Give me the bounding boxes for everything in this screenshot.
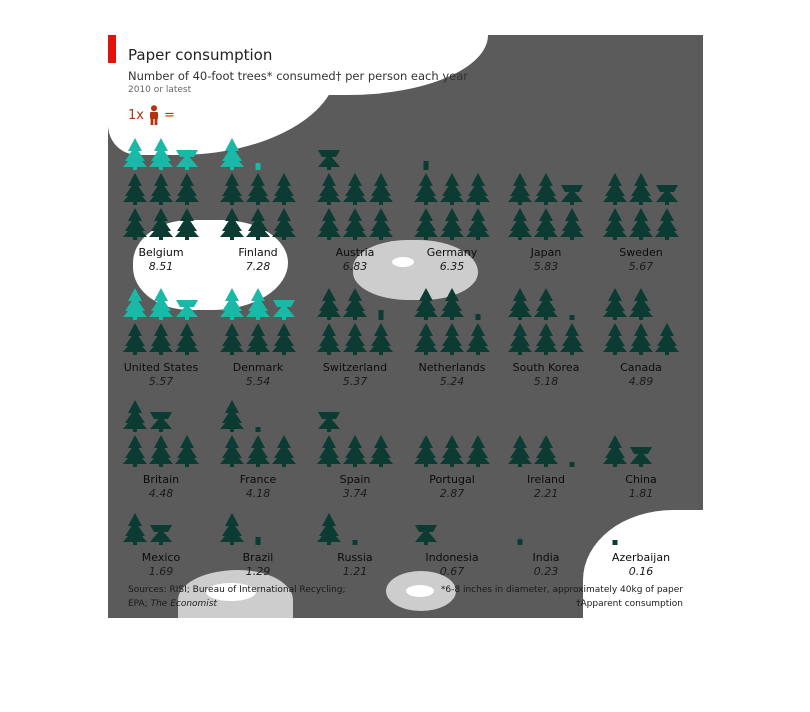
pictogram-finland [220, 138, 296, 240]
tree-icon [440, 208, 464, 240]
tree-icon [246, 173, 270, 205]
chart-note: 2010 or latest [128, 85, 192, 95]
tree-icon [603, 435, 627, 467]
sources-line-2-prefix: EPA; [128, 599, 151, 609]
value-label: 5.83 [533, 260, 559, 273]
tree-icon [317, 173, 341, 205]
pictogram-russia [317, 513, 358, 545]
sources-line-1: Sources: RISI; Bureau of International Recycling; [128, 585, 346, 595]
country-label: Spain [339, 473, 371, 486]
pictogram-azerbaijan [613, 540, 618, 545]
tree-icon [534, 208, 558, 240]
tree-icon [123, 208, 147, 240]
tree-icon [123, 323, 147, 355]
tree-icon [603, 323, 627, 355]
legend-suffix: = [163, 107, 175, 123]
person-icon [148, 105, 160, 125]
country-label: Germany [426, 246, 478, 259]
tree-icon [318, 150, 340, 170]
tree-icon [246, 323, 270, 355]
tree-icon [414, 173, 438, 205]
value-label: 7.28 [245, 260, 271, 273]
pictogram-netherlands [414, 288, 490, 355]
tree-icon [440, 323, 464, 355]
value-label: 1.29 [245, 565, 271, 578]
tree-icon [318, 412, 340, 432]
pictogram-germany [414, 161, 490, 240]
value-label: 5.54 [245, 375, 271, 388]
country-label: Portugal [429, 473, 475, 486]
tree-icon [508, 208, 532, 240]
tree-icon [149, 288, 173, 320]
legend-prefix: 1x [128, 107, 144, 123]
pictogram-south-korea [508, 288, 584, 355]
tree-icon [123, 513, 147, 545]
tree-icon [369, 435, 393, 467]
tree-icon [246, 208, 270, 240]
value-label: 1.21 [342, 565, 368, 578]
country-label: Austria [335, 246, 375, 259]
country-label: Indonesia [425, 551, 479, 564]
pictogram-united-states [123, 288, 199, 355]
value-label: 5.18 [533, 375, 559, 388]
pictogram-spain [317, 412, 393, 467]
country-label: Denmark [232, 361, 284, 374]
tree-icon [123, 288, 147, 320]
tree-icon [414, 288, 438, 320]
pictogram-france [220, 400, 296, 467]
country-label: Brazil [242, 551, 274, 564]
tree-icon [630, 447, 652, 467]
tree-icon [508, 173, 532, 205]
value-label: 6.35 [439, 260, 465, 273]
tree-icon [629, 323, 653, 355]
tree-icon [176, 150, 198, 170]
country-label: Switzerland [322, 361, 388, 374]
tree-icon [466, 173, 490, 205]
tree-icon [175, 435, 199, 467]
tree-icon [414, 208, 438, 240]
value-label: 6.83 [342, 260, 368, 273]
tree-icon [317, 288, 341, 320]
tree-icon [123, 173, 147, 205]
pictogram-belgium [123, 138, 199, 240]
value-label: 0.67 [439, 565, 465, 578]
tree-icon [220, 208, 244, 240]
tree-icon [440, 173, 464, 205]
tree-icon [149, 173, 173, 205]
country-label: Sweden [619, 246, 663, 259]
value-label: 1.69 [148, 565, 174, 578]
tree-icon [343, 173, 367, 205]
value-label: 0.23 [533, 565, 559, 578]
pictogram-china [603, 435, 652, 467]
footnote-tree-size: *6-8 inches in diameter, approximately 40kg of paper [440, 585, 683, 595]
country-label: Netherlands [418, 361, 486, 374]
country-label: Belgium [138, 246, 184, 259]
tree-icon [570, 315, 575, 320]
pictogram-portugal [414, 435, 490, 467]
tree-icon [560, 323, 584, 355]
tree-icon [414, 323, 438, 355]
country-label: China [625, 473, 657, 486]
tree-icon [123, 138, 147, 170]
tree-icon [149, 435, 173, 467]
tree-icon [246, 288, 270, 320]
country-label: Japan [530, 246, 562, 259]
tree-icon [518, 539, 523, 545]
tree-icon [508, 323, 532, 355]
tree-icon [440, 288, 464, 320]
country-label: Azerbaijan [611, 551, 671, 564]
tree-icon [534, 288, 558, 320]
tree-icon [534, 173, 558, 205]
tree-icon [220, 323, 244, 355]
tree-icon [175, 208, 199, 240]
tree-icon [272, 323, 296, 355]
value-label: 5.67 [628, 260, 654, 273]
value-label: 0.16 [628, 565, 654, 578]
country-label: United States [123, 361, 199, 374]
country-label: Canada [620, 361, 662, 374]
tree-icon [415, 525, 437, 545]
tree-icon [256, 163, 261, 170]
country-label: India [532, 551, 560, 564]
tree-icon [655, 208, 679, 240]
tree-icon [343, 208, 367, 240]
pictogram-brazil [220, 513, 261, 545]
tree-icon [150, 525, 172, 545]
tree-icon [570, 462, 575, 467]
tree-icon [476, 314, 481, 320]
value-label: 2.87 [439, 487, 465, 500]
value-label: 4.18 [245, 487, 271, 500]
sources-line-2 [128, 599, 217, 609]
tree-icon [175, 323, 199, 355]
tree-icon [414, 435, 438, 467]
tree-icon [175, 173, 199, 205]
footnote-apparent-consumption: †Apparent consumption [575, 599, 683, 609]
tree-icon [424, 161, 429, 170]
tree-icon [440, 435, 464, 467]
tree-icon [272, 208, 296, 240]
tree-icon [369, 173, 393, 205]
tree-icon [534, 435, 558, 467]
tree-icon [466, 435, 490, 467]
value-label: 4.89 [628, 375, 654, 388]
tree-icon [466, 208, 490, 240]
value-label: 5.57 [148, 375, 174, 388]
tree-icon [272, 173, 296, 205]
country-label: Ireland [526, 473, 566, 486]
pictogram-denmark [220, 288, 296, 355]
value-label: 2.21 [533, 487, 559, 500]
country-label: South Korea [512, 361, 580, 374]
tree-icon [149, 208, 173, 240]
tree-icon [508, 288, 532, 320]
pictogram-mexico [123, 513, 172, 545]
tree-icon [603, 288, 627, 320]
value-label: 3.74 [342, 487, 368, 500]
tree-icon [220, 435, 244, 467]
value-label: 5.37 [342, 375, 368, 388]
country-label: Britain [142, 473, 180, 486]
chart-title: Paper consumption [128, 46, 273, 64]
tree-icon [272, 435, 296, 467]
value-label: 8.51 [148, 260, 174, 273]
tree-icon [560, 208, 584, 240]
value-label: 1.81 [628, 487, 654, 500]
tree-icon [123, 435, 147, 467]
tree-icon [317, 208, 341, 240]
tree-icon [256, 537, 261, 545]
tree-icon [246, 435, 270, 467]
tree-icon [150, 412, 172, 432]
legend [128, 105, 175, 125]
pictogram-britain [123, 400, 199, 467]
tree-icon [655, 323, 679, 355]
tree-icon [343, 323, 367, 355]
tree-icon [317, 435, 341, 467]
chart-subtitle: Number of 40-foot trees* consumed† per person each year [128, 69, 468, 83]
country-label: Russia [337, 551, 373, 564]
accent-bar [108, 35, 116, 63]
pictogram-switzerland [317, 288, 393, 355]
tree-icon [220, 288, 244, 320]
tree-icon [369, 323, 393, 355]
tree-icon [369, 208, 393, 240]
tree-icon [656, 185, 678, 205]
tree-icon [534, 323, 558, 355]
tree-icon [629, 173, 653, 205]
tree-icon [629, 208, 653, 240]
value-label: 5.24 [439, 375, 465, 388]
tree-icon [256, 427, 261, 432]
tree-icon [123, 400, 147, 432]
tree-icon [508, 435, 532, 467]
tree-icon [317, 513, 341, 545]
pictogram-canada [603, 288, 679, 355]
tree-icon [561, 185, 583, 205]
pictogram-indonesia [415, 525, 437, 545]
value-label: 4.48 [148, 487, 174, 500]
tree-icon [379, 310, 384, 320]
tree-icon [149, 323, 173, 355]
tree-icon [603, 208, 627, 240]
tree-icon [176, 300, 198, 320]
pictogram-sweden [603, 173, 679, 240]
pictogram-japan [508, 173, 584, 240]
tree-icon [220, 400, 244, 432]
pictogram-austria [317, 150, 393, 240]
country-label: Mexico [141, 551, 181, 564]
tree-icon [343, 435, 367, 467]
tree-icon [343, 288, 367, 320]
tree-icon [220, 173, 244, 205]
tree-icon [149, 138, 173, 170]
tree-icon [220, 513, 244, 545]
tree-icon [603, 173, 627, 205]
tree-icon [613, 540, 618, 545]
country-label: Finland [238, 246, 278, 259]
tree-icon [466, 323, 490, 355]
sources-line-2-publication: The Economist [150, 599, 218, 609]
pictogram-india [518, 539, 523, 545]
pictogram-ireland [508, 435, 575, 467]
tree-icon [317, 323, 341, 355]
tree-icon [629, 288, 653, 320]
country-label: France [239, 473, 277, 486]
tree-icon [273, 300, 295, 320]
tree-icon [220, 138, 244, 170]
tree-icon [353, 540, 358, 545]
